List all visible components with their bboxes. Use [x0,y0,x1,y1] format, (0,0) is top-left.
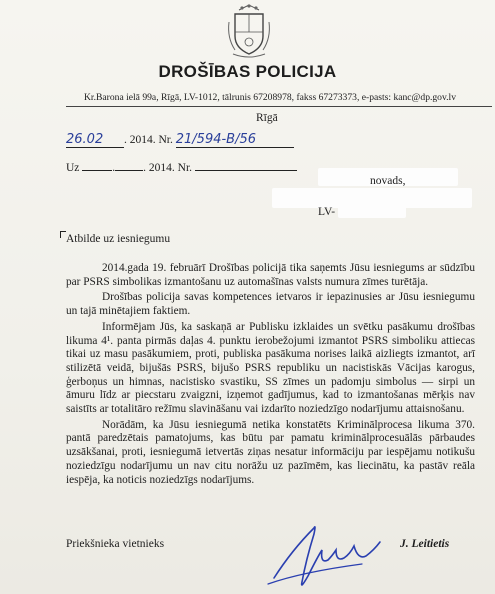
org-name: DROŠĪBAS POLICIJA [158,62,337,81]
paragraph: Drošības policija savas kompetences ietvaros ir iepazinusies ar Jūsu iesniegumu un tajā minētajiem faktiem. [66,291,475,318]
year-text: . 2014. [124,134,156,146]
nr-field [176,132,294,148]
signer-name: J. Leitietis [400,538,450,550]
recipient-line-1: novads, [370,175,406,187]
uz-label: Uz [66,162,80,174]
nr-label: Nr. [158,134,173,146]
org-address: Kr.Barona ielā 99a, Rīgā, LV-1012, tālrunis 67208978, fakss 67273373, e-pasts: kanc@dp.gov.lv [84,92,457,103]
city: Rīgā [256,112,278,124]
redaction [338,204,406,218]
signature-icon [262,520,392,590]
date-value: 26.02 [66,132,104,147]
header-rule [66,106,492,107]
recipient-line-2: LV- [318,206,336,218]
paragraph: 2014.gada 19. februārī Drošības policijā tika saņemts Jūsu iesniegums ar sūdzību par PSRS simbolikas izmantošanu uz automašīnas valsts numura zīmes turētāja. [66,262,475,288]
uz-line: Uz . . 2014. Nr. [66,162,297,174]
letter-body [66,262,475,489]
nr-value: 21/594-B/56 [175,132,257,147]
date-field [66,132,124,148]
coat-of-arms-icon [225,4,273,58]
ref-line [66,132,294,148]
signer-position: Priekšnieka vietnieks [66,538,165,550]
paragraph: Informējam Jūs, ka saskaņā ar Publisku izklaides un svētku pasākumu drošības likuma 4¹. panta pirmās daļas 4. punktu ierobežojumi izmantot PSRS simboliku attiecas tikai uz masu pasākumiem, proti, publiska pasākuma norises laikā aizliegts izmantot, arī stilizētā veidā, bijušās PSRS, bijušo PSRS republiku un nacistiskās Vācijas karogus, ģerboņus un himnas, nacistisko svastiku, SS zīmes un padomju simbolus — sirpi un āmuru līdz ar piecstaru zvaigzni, izņemot gadījumus, kad to izmantošanas mērķis nav saistīts ar totalitāro režīmu slavināšanu vai izdarīto noziedzīgo nodarījumu attaisnošanu. [66,320,475,416]
paragraph: Norādām, ka Jūsu iesniegumā netika konstatēts Kriminālprocesa likuma 370. pantā paredzētais pamatojums, kas būtu par pamatu kriminālprocesuālās pārbaudes uzsākšanai, proti, iesniegumā ietvertās ziņas nesatur informāciju par iespējamu notikušu noziedzīgu nodarījumu un nav citu norāžu uz pazīmēm, kas liecinātu, ka pastāv reāla iespēja, ka noticis noziedzīgs nodarījums. [66,418,475,486]
uz-rest: . 2014. Nr. [143,162,193,174]
subject: Atbilde uz iesniegumu [66,233,171,245]
